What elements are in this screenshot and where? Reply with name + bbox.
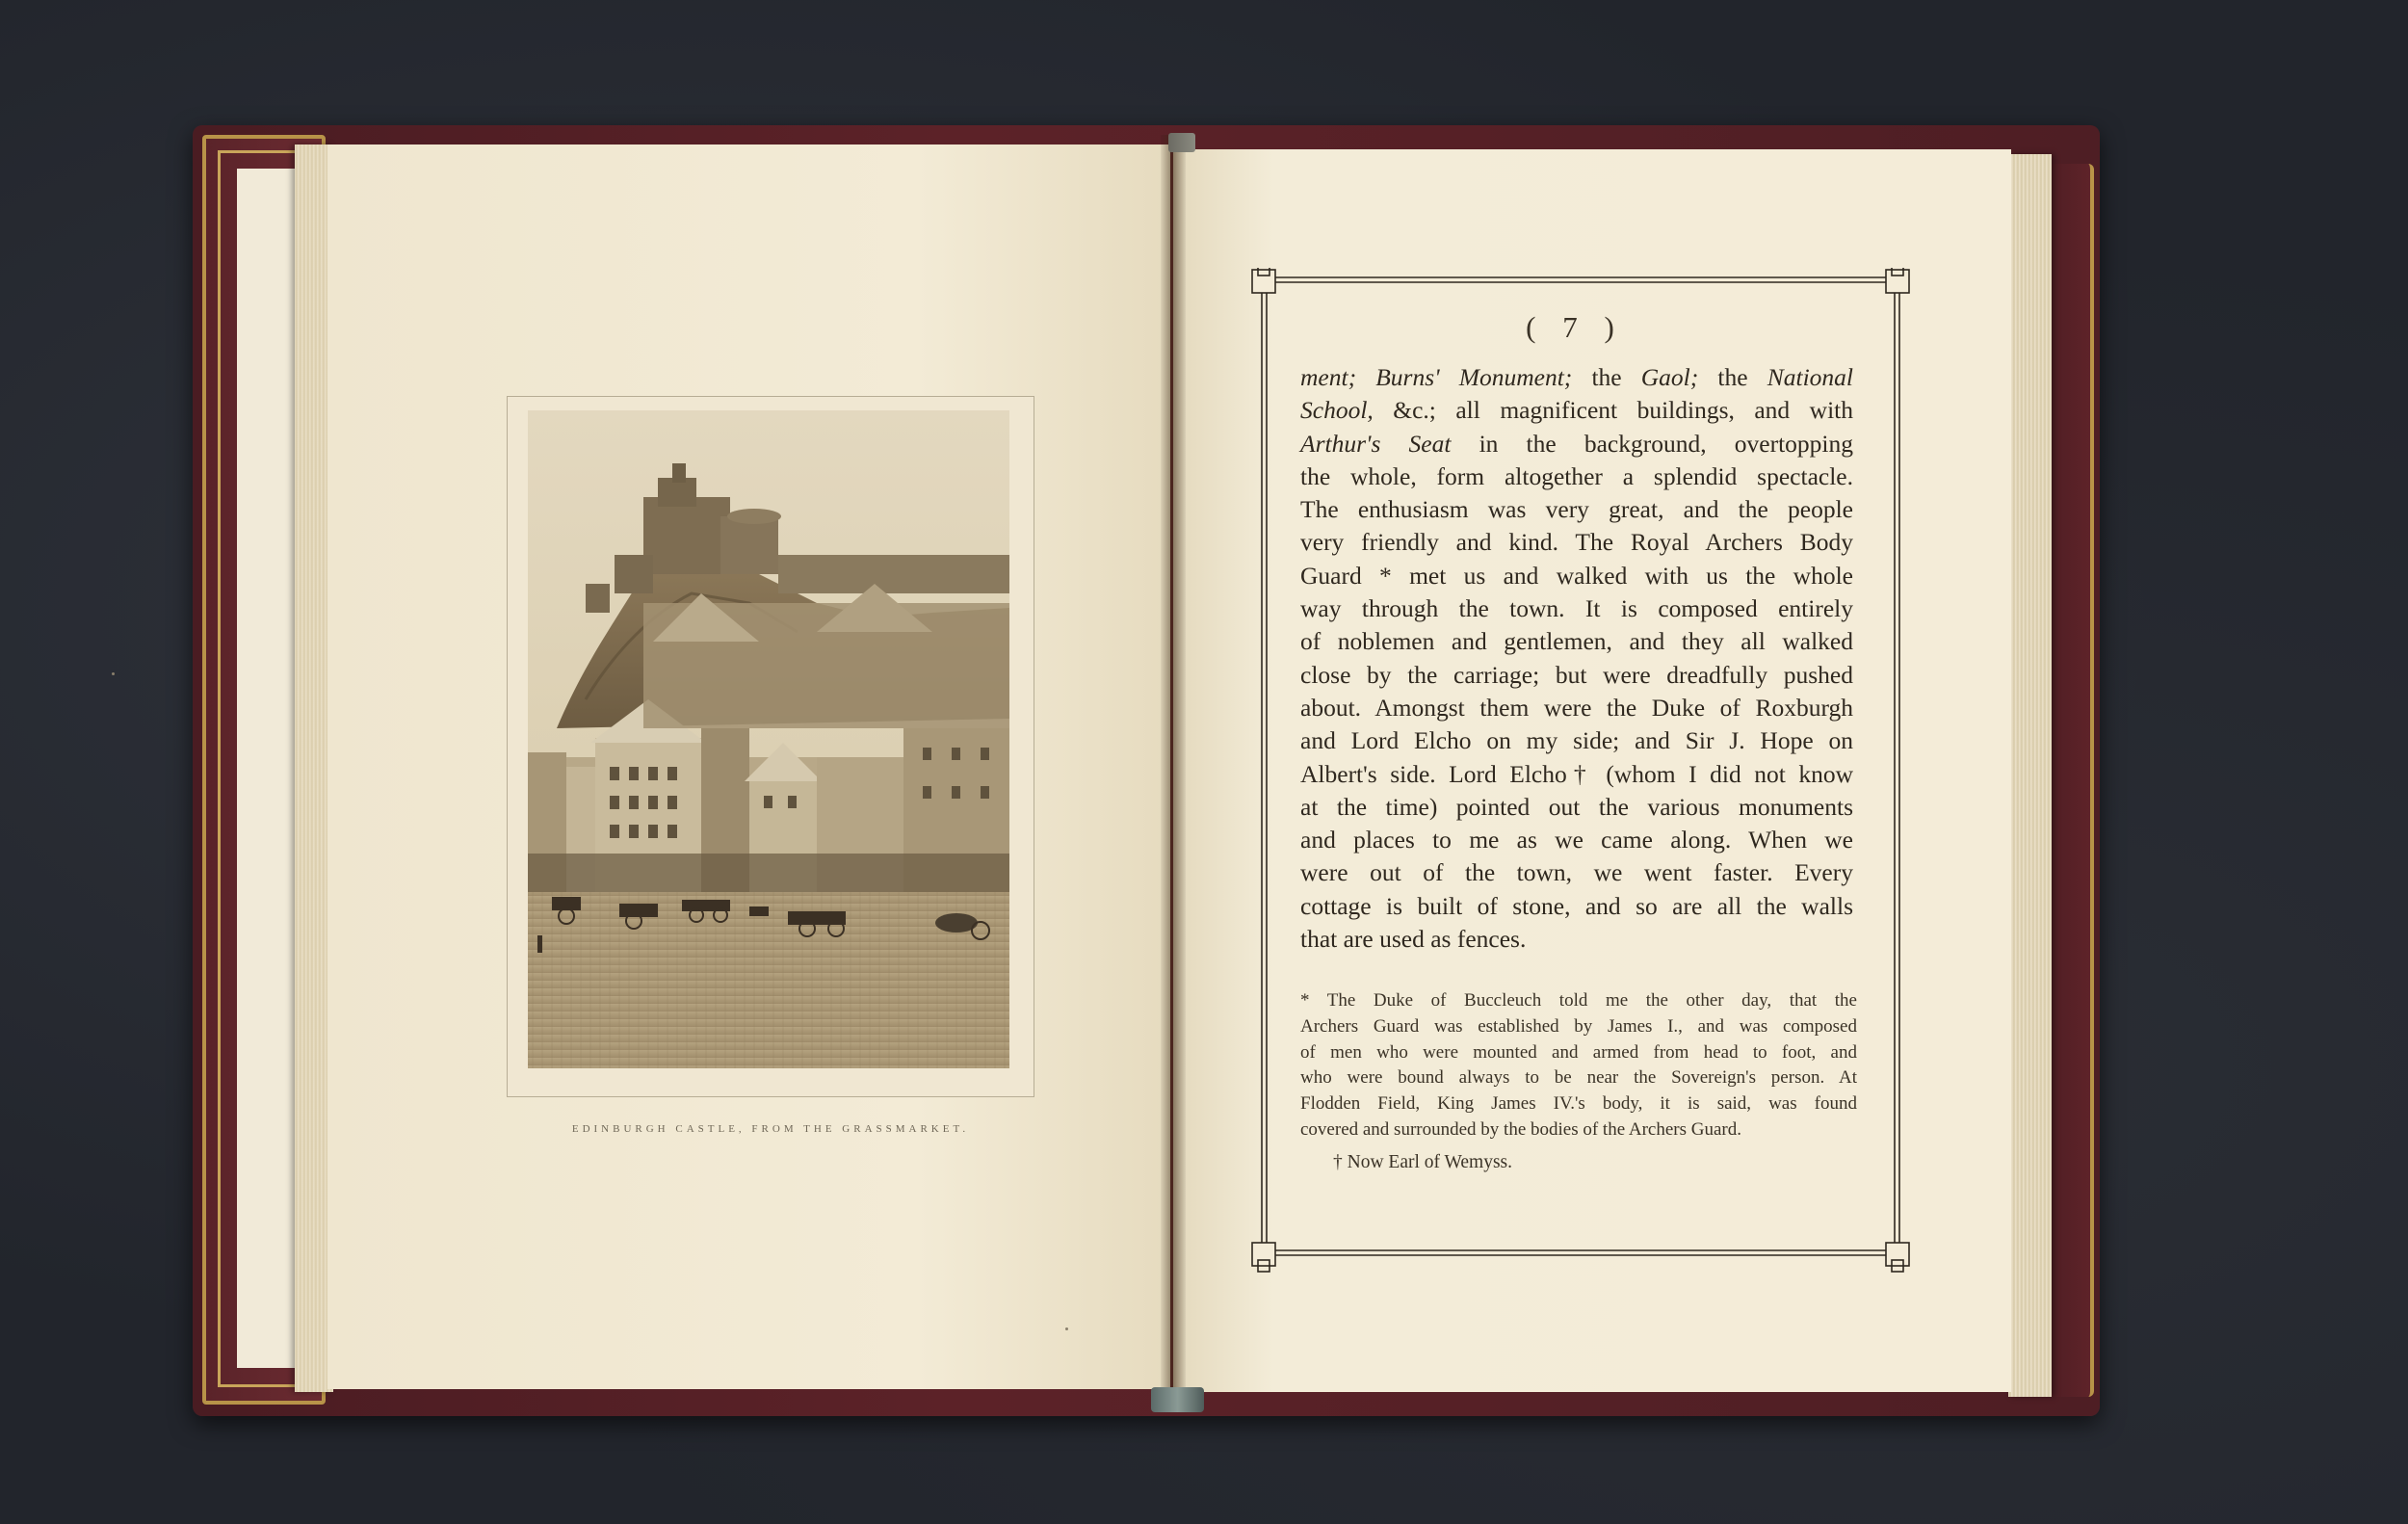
- text-run: the: [1572, 363, 1641, 391]
- footnote-line: covered and surrounded by the bodies of the Archers Guard.: [1300, 1118, 1741, 1140]
- body-text-line: [1300, 758, 1853, 791]
- text-run: at the time) pointed out the various monuments: [1300, 792, 1853, 821]
- text-run: and Lord Elcho on my side; and Sir J. Hope on: [1300, 726, 1853, 755]
- text-run: about. Amongst them were the Duke of Roxburgh: [1300, 693, 1853, 722]
- body-text-line: [1300, 592, 1853, 625]
- book-gutter: [1161, 135, 1186, 1397]
- text-run: Albert's side. Lord Elcho† (whom I did not know: [1300, 759, 1853, 788]
- right-page-edges: [2008, 154, 2052, 1397]
- text-run: way through the town. It is composed entirely: [1300, 594, 1853, 623]
- text-run: Guard * met us and walked with us the whole: [1300, 561, 1853, 590]
- footnote-line: Flodden Field, King James IV.'s body, it is said, was found: [1300, 1093, 1857, 1115]
- castle-scene-icon: [528, 410, 1009, 1068]
- text-run: of noblemen and gentlemen, and they all walked: [1300, 627, 1853, 656]
- paper-speck: [1065, 1327, 1068, 1330]
- text-run: were out of the town, we went faster. Every: [1300, 858, 1853, 887]
- footnote-line: Archers Guard was established by James I., and was composed: [1300, 1015, 1857, 1037]
- paper-speck: [112, 672, 115, 675]
- body-text-line: [1300, 493, 1853, 526]
- text-run: cottage is built of stone, and so are all the walls: [1300, 891, 1853, 920]
- body-text-line: [1300, 526, 1853, 559]
- text-run: in the background, overtopping: [1451, 429, 1853, 458]
- flyleaf: [237, 169, 301, 1368]
- text-run: The enthusiasm was very great, and the people: [1300, 495, 1853, 524]
- bottom-bookmark: [1151, 1387, 1204, 1412]
- footnote-earl-of-wemyss: † Now Earl of Wemyss.: [1333, 1152, 1513, 1172]
- body-text-line: [1300, 923, 1853, 956]
- italic-text: School,: [1300, 396, 1374, 425]
- body-text-line: [1300, 460, 1853, 493]
- body-text-line: [1300, 890, 1853, 923]
- text-run: &c.; all magnificent buildings, and with: [1373, 396, 1853, 425]
- body-text: [1300, 361, 1853, 956]
- text-run: close by the carriage; but were dreadfully pushed: [1300, 660, 1853, 689]
- footnote-line: who were bound always to be near the Sovereign's person. At: [1300, 1067, 1857, 1089]
- photograph-edinburgh-castle: [528, 410, 1009, 1068]
- text-run: very friendly and kind. The Royal Archers Body: [1300, 528, 1853, 557]
- body-text-line: [1300, 791, 1853, 824]
- text-run: and places to me as we came along. When we: [1300, 826, 1853, 854]
- text-run: that are used as fences.: [1300, 925, 1527, 954]
- italic-text: National: [1767, 363, 1853, 391]
- footnote-archers-guard: [1300, 988, 1857, 1143]
- photo-caption: EDINBURGH CASTLE, FROM THE GRASSMARKET.: [571, 1123, 970, 1135]
- body-text-line: [1300, 659, 1853, 692]
- body-text-line: [1300, 724, 1853, 757]
- body-text-line: [1300, 824, 1853, 856]
- body-text-line: [1300, 625, 1853, 658]
- body-text-line: [1300, 692, 1853, 724]
- italic-text: ment; Burns' Monument;: [1300, 363, 1573, 391]
- body-text-line: [1300, 560, 1853, 592]
- footnote-line: * The Duke of Buccleuch told me the other day, that the: [1300, 990, 1857, 1011]
- body-text-line: [1300, 856, 1853, 889]
- body-text-line: [1300, 361, 1853, 394]
- body-text-line: [1300, 428, 1853, 460]
- footnote-line: of men who were mounted and armed from head to foot, and: [1300, 1041, 1857, 1063]
- top-bookmark: [1168, 133, 1195, 152]
- text-run: the: [1698, 363, 1767, 391]
- italic-text: Gaol;: [1640, 363, 1699, 391]
- text-run: the whole, form altogether a splendid spectacle.: [1300, 461, 1853, 490]
- page-number: ( 7 ): [1526, 310, 1624, 344]
- body-text-line: [1300, 394, 1853, 427]
- italic-text: Arthur's Seat: [1300, 429, 1452, 458]
